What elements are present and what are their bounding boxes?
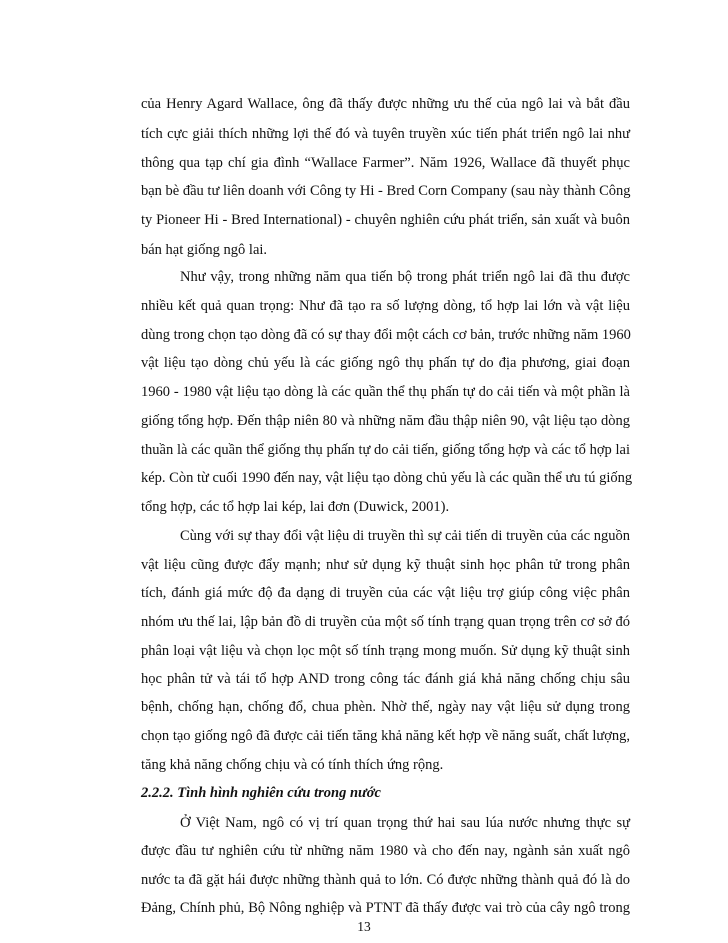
paragraph-line: thông qua tạp chí gia đình “Wallace Farmer”. Năm 1926, Wallace đã thuyết phục: [141, 155, 630, 171]
section-heading: 2.2.2. Tình hình nghiên cứu trong nước: [141, 785, 381, 801]
paragraph-line: giống tổng hợp. Đến thập niên 80 và những năm đầu thập niên 90, vật liệu tạo dòng: [141, 413, 630, 429]
paragraph-line: 1960 - 1980 vật liệu tạo dòng là các quần thể thụ phấn tự do cải tiến và một phần là: [141, 384, 630, 400]
paragraph-line: vật liệu tạo dòng chủ yếu là các giống ngô thụ phấn tự do địa phương, giai đoạn: [141, 355, 630, 371]
paragraph-line: ty Pioneer Hi - Bred International) - chuyên nghiên cứu phát triển, sản xuất và buôn: [141, 212, 630, 228]
paragraph-line: tích, đánh giá mức độ đa dạng di truyền của các vật liệu trợ giúp công việc phân: [141, 585, 630, 601]
paragraph-line: kép. Còn từ cuối 1990 đến nay, vật liệu tạo dòng chủ yếu là các quần thể ưu tú giống: [141, 470, 633, 486]
paragraph-line: học phân tử và tái tổ hợp AND trong công tác đánh giá khả năng chống chịu sâu: [141, 671, 630, 687]
paragraph-line: phân loại vật liệu và chọn lọc một số tính trạng mong muốn. Sử dụng kỹ thuật sinh: [141, 643, 630, 659]
paragraph-line: tích cực giải thích những lợi thế đó và tuyên truyền xúc tiến phát triển ngô lai như: [141, 126, 630, 142]
paragraph-line: tăng khả năng chống chịu và có tính thích ứng rộng.: [141, 757, 444, 773]
paragraph-line: bạn bè đầu tư liên doanh với Công ty Hi - Bred Corn Company (sau này thành Công: [141, 183, 631, 199]
paragraph-line: bán hạt giống ngô lai.: [141, 242, 268, 258]
paragraph-line: nhóm ưu thế lai, lập bản đồ di truyền của một số tính trạng quan trọng trên cơ sở đó: [141, 614, 630, 630]
paragraph-line: Cùng với sự thay đổi vật liệu di truyền thì sự cải tiến di truyền của các nguồn: [180, 528, 630, 544]
paragraph-line: nước ta đã gặt hái được những thành quả to lớn. Có được những thành quả đó là do: [141, 872, 630, 888]
page-number: 13: [357, 919, 371, 934]
paragraph-line: bệnh, chống hạn, chống đổ, chua phèn. Nhờ thế, ngày nay vật liệu sử dụng trong: [141, 699, 630, 715]
paragraph-line: nhiều kết quả quan trọng: Như đã tạo ra số lượng dòng, tổ hợp lai lớn và vật liệu: [141, 298, 630, 314]
paragraph-line: dùng trong chọn tạo dòng đã có sự thay đổi một cách cơ bản, trước những năm 1960: [141, 327, 631, 343]
paragraph-line: Đảng, Chính phủ, Bộ Nông nghiệp và PTNT đã thấy được vai trò của cây ngô trong: [141, 900, 630, 916]
paragraph-line: vật liệu cũng được đẩy mạnh; như sử dụng kỹ thuật sinh học phân tử trong phân: [141, 557, 630, 573]
paragraph-line: của Henry Agard Wallace, ông đã thấy được những ưu thế của ngô lai và bắt đầu: [141, 96, 630, 112]
paragraph-line: được đầu tư nghiên cứu từ những năm 1980 và cho đến nay, ngành sản xuất ngô: [141, 843, 630, 859]
paragraph-line: Ở Việt Nam, ngô có vị trí quan trọng thứ hai sau lúa nước nhưng thực sự: [180, 815, 630, 831]
paragraph-line: chọn tạo giống ngô đã được cải tiến tăng khả năng kết hợp về năng suất, chất lượng,: [141, 728, 630, 744]
paragraph-line: tổng hợp, các tổ hợp lai kép, lai đơn (Duwick, 2001).: [141, 499, 450, 515]
paragraph-line: thuần là các quần thể giống thụ phấn tự do cải tiến, giống tổng hợp và các tổ hợp lai: [141, 442, 630, 458]
paragraph-line: Như vậy, trong những năm qua tiến bộ trong phát triển ngô lai đã thu được: [180, 269, 630, 285]
